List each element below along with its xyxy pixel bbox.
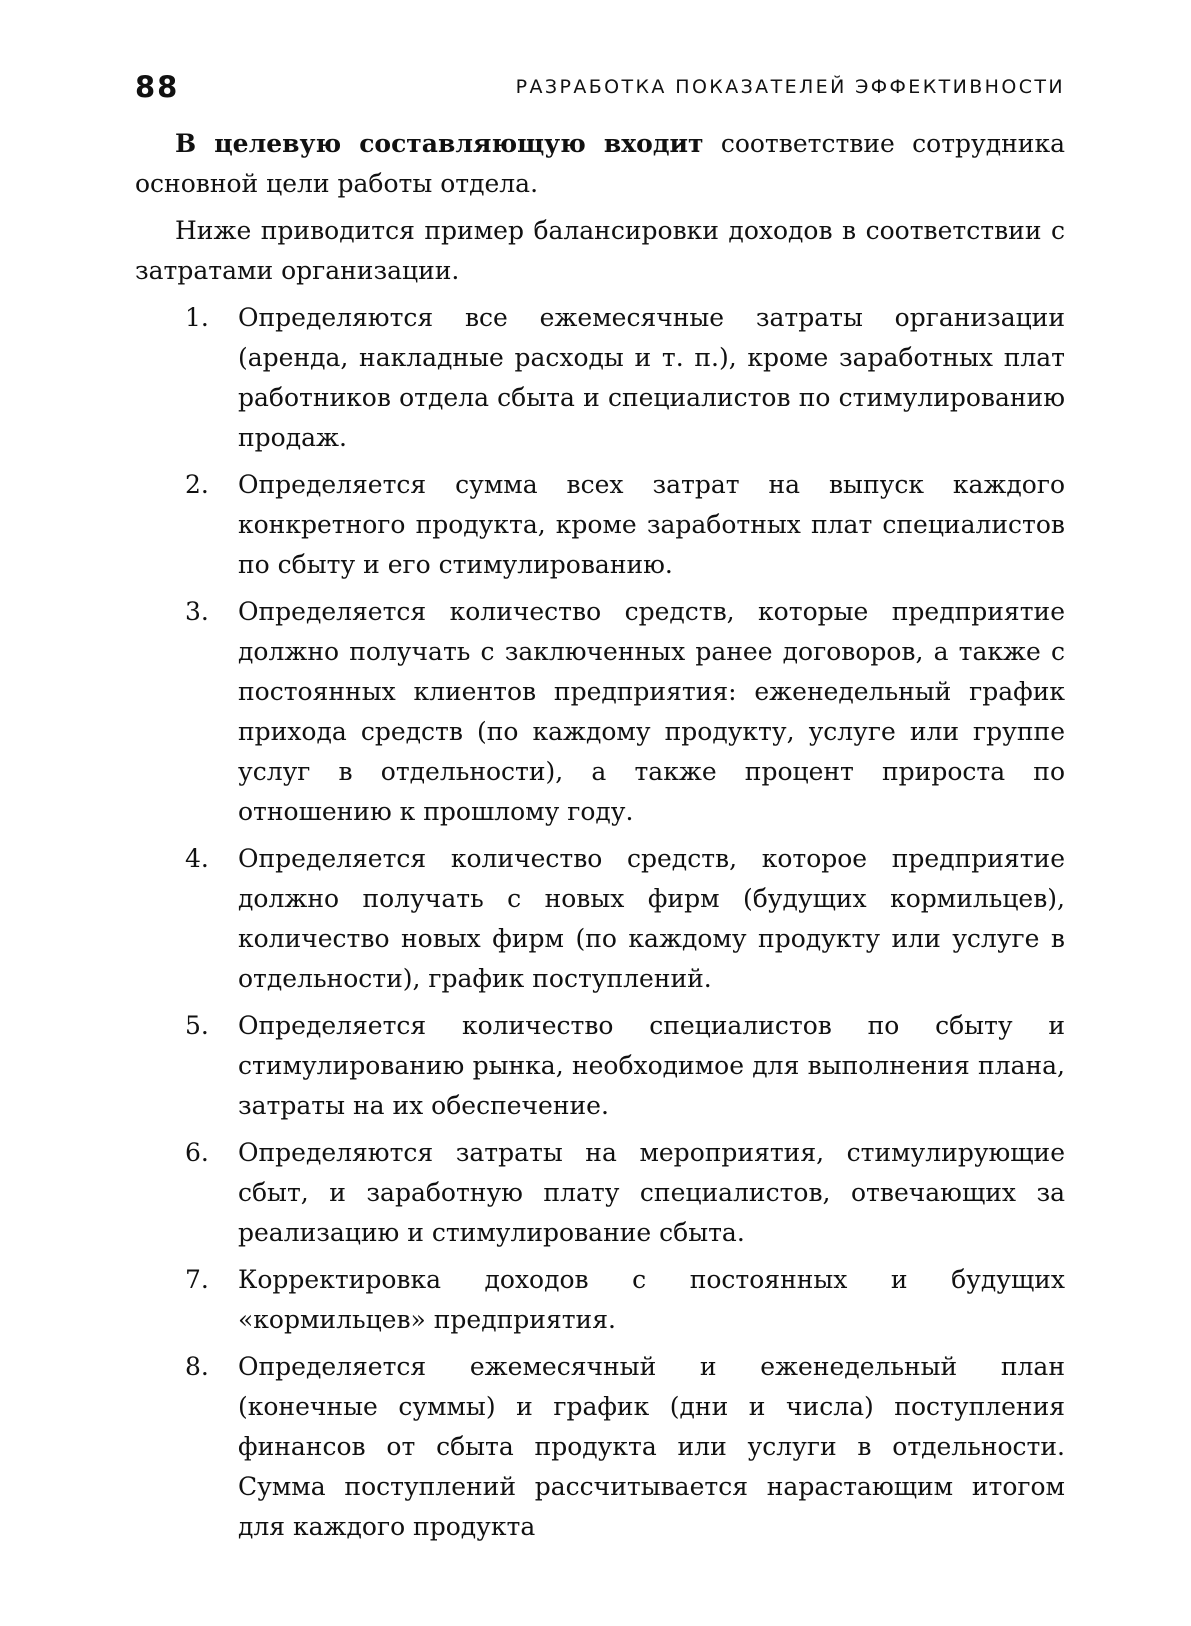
list-item	[135, 592, 1065, 832]
list-item-text: Корректировка доходов с постоянных и будущих «кормильцев» предприятия.	[238, 1265, 1065, 1334]
list-item	[135, 1347, 1065, 1547]
numbered-list	[135, 298, 1065, 1547]
list-item-number: 5.	[185, 1011, 209, 1040]
list-item-text: Определяется количество средств, которые предприятие должно получать с заключенных ранее договоров, а также с постоянных клиентов предприятия: еженедельный график прихода средств (по каждому продукту, услуге или группе услуг в отдельности), а также процент прироста по отношению к прошлому году.	[238, 597, 1065, 826]
body-text	[135, 124, 1065, 1554]
list-item-number: 3.	[185, 597, 209, 626]
list-item-number: 4.	[185, 844, 209, 873]
list-item	[135, 1260, 1065, 1340]
intro-paragraph-1	[135, 124, 1065, 204]
list-item	[135, 465, 1065, 585]
list-item-number: 8.	[185, 1352, 209, 1381]
page-header	[135, 70, 1065, 110]
list-item-text: Определяется количество специалистов по сбыту и стимулированию рынка, необходимое для выполнения плана, затраты на их обеспечение.	[238, 1011, 1065, 1120]
intro-paragraph-2: Ниже приводится пример балансировки доходов в соответствии с затратами организации.	[135, 216, 1065, 285]
intro-paragraph-1-text: соответствие сотрудника основной цели работы отдела.	[135, 129, 1065, 198]
running-head: РАЗРАБОТКА ПОКАЗАТЕЛЕЙ ЭФФЕКТИВНОСТИ	[515, 76, 1065, 98]
page-number: 88	[135, 70, 180, 104]
list-item	[135, 839, 1065, 999]
list-item-text: Определяется сумма всех затрат на выпуск каждого конкретного продукта, кроме заработных плат специалистов по сбыту и его стимулированию.	[238, 470, 1065, 579]
list-item	[135, 1006, 1065, 1126]
list-item-text: Определяются затраты на мероприятия, стимулирующие сбыт, и заработную плату специалистов, отвечающих за реализацию и стимулирование сбыта.	[238, 1138, 1065, 1247]
list-item	[135, 1133, 1065, 1253]
intro-bold-term: В целевую составляющую входит	[175, 129, 704, 158]
list-item-number: 1.	[185, 303, 209, 332]
list-item-text: Определяется ежемесячный и еженедельный план (конечные суммы) и график (дни и числа) поступления финансов от сбыта продукта или услуги в отдельности. Сумма поступлений рассчитывается нарастающим итогом для каждого продукта	[238, 1352, 1065, 1541]
list-item-text: Определяются все ежемесячные затраты организации (аренда, накладные расходы и т. п.), кроме заработных плат работников отдела сбыта и специалистов по стимулированию продаж.	[238, 303, 1065, 452]
list-item-text: Определяется количество средств, которое предприятие должно получать с новых фирм (будущих кормильцев), количество новых фирм (по каждому продукту или услуге в отдельности), график поступлений.	[238, 844, 1065, 993]
list-item-number: 2.	[185, 470, 209, 499]
list-item-number: 7.	[185, 1265, 209, 1294]
list-item-number: 6.	[185, 1138, 209, 1167]
list-item	[135, 298, 1065, 458]
